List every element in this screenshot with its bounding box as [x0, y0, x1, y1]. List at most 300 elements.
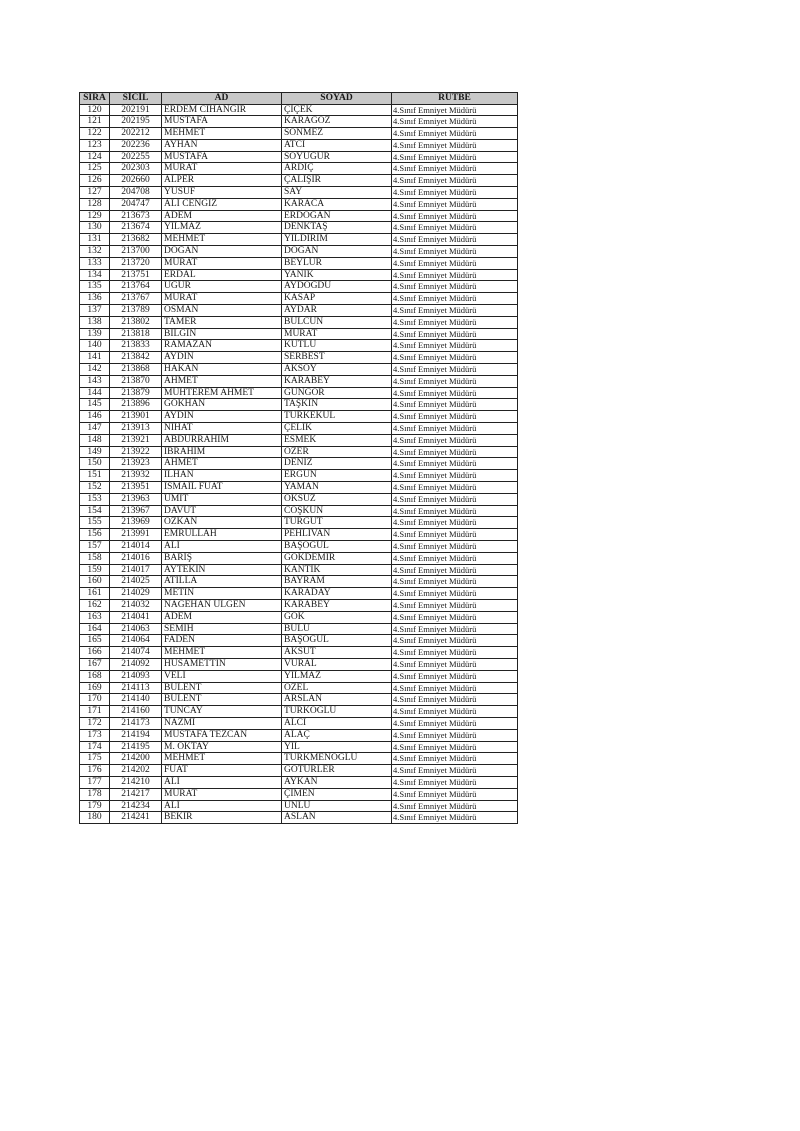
rutbe-cell: 4.Sınıf Emniyet Müdürü — [392, 812, 518, 824]
table-row — [80, 234, 518, 246]
ad-cell: ADEM — [162, 611, 282, 623]
ad-cell: MEHMET — [162, 128, 282, 140]
soyad-cell: YANIK — [282, 269, 392, 281]
sicil-cell: 204747 — [110, 198, 162, 210]
rutbe-cell: 4.Sınıf Emniyet Müdürü — [392, 611, 518, 623]
table-row — [80, 364, 518, 376]
rutbe-cell: 4.Sınıf Emniyet Müdürü — [392, 493, 518, 505]
soyad-cell: AYKAN — [282, 776, 392, 788]
sicil-cell: 204708 — [110, 187, 162, 199]
table-row — [80, 387, 518, 399]
rutbe-cell: 4.Sınıf Emniyet Müdürü — [392, 210, 518, 222]
rutbe-cell: 4.Sınıf Emniyet Müdürü — [392, 104, 518, 116]
rutbe-cell: 4.Sınıf Emniyet Müdürü — [392, 658, 518, 670]
sira-cell: 139 — [80, 328, 110, 340]
ad-cell: ÜMİT — [162, 493, 282, 505]
sira-cell: 175 — [80, 753, 110, 765]
table-row — [80, 576, 518, 588]
soyad-cell: SÖNMEZ — [282, 128, 392, 140]
soyad-cell: GÖKDEMİR — [282, 552, 392, 564]
ad-cell: AYHAN — [162, 139, 282, 151]
sicil-cell: 214029 — [110, 588, 162, 600]
table-row — [80, 434, 518, 446]
table-row — [80, 305, 518, 317]
sicil-cell: 202236 — [110, 139, 162, 151]
table-row — [80, 116, 518, 128]
ad-cell: BEKİR — [162, 812, 282, 824]
ad-cell: DAVUT — [162, 505, 282, 517]
sira-cell: 142 — [80, 364, 110, 376]
sira-cell: 170 — [80, 694, 110, 706]
ad-cell: M. OKTAY — [162, 741, 282, 753]
sicil-cell: 214014 — [110, 540, 162, 552]
sicil-cell: 213751 — [110, 269, 162, 281]
sira-cell: 179 — [80, 800, 110, 812]
rutbe-cell: 4.Sınıf Emniyet Müdürü — [392, 281, 518, 293]
table-row — [80, 163, 518, 175]
ad-cell: OSMAN — [162, 305, 282, 317]
rutbe-cell: 4.Sınıf Emniyet Müdürü — [392, 116, 518, 128]
soyad-cell: BULU — [282, 623, 392, 635]
sicil-cell: 213921 — [110, 434, 162, 446]
rutbe-cell: 4.Sınıf Emniyet Müdürü — [392, 623, 518, 635]
rutbe-cell: 4.Sınıf Emniyet Müdürü — [392, 682, 518, 694]
sira-cell: 165 — [80, 635, 110, 647]
rutbe-cell: 4.Sınıf Emniyet Müdürü — [392, 257, 518, 269]
rutbe-cell: 4.Sınıf Emniyet Müdürü — [392, 151, 518, 163]
soyad-cell: KARABEY — [282, 599, 392, 611]
rutbe-cell: 4.Sınıf Emniyet Müdürü — [392, 552, 518, 564]
sira-cell: 155 — [80, 517, 110, 529]
soyad-cell: AYDOĞDU — [282, 281, 392, 293]
sicil-cell: 214032 — [110, 599, 162, 611]
soyad-cell: DENKTAŞ — [282, 222, 392, 234]
sira-cell: 169 — [80, 682, 110, 694]
rutbe-cell: 4.Sınıf Emniyet Müdürü — [392, 540, 518, 552]
soyad-cell: YIL — [282, 741, 392, 753]
soyad-cell: GÖTÜRLER — [282, 765, 392, 777]
table-row — [80, 788, 518, 800]
sira-cell: 144 — [80, 387, 110, 399]
header-rutbe: RÜTBE — [392, 93, 518, 105]
sicil-cell: 214194 — [110, 729, 162, 741]
table-row — [80, 139, 518, 151]
ad-cell: YILMAZ — [162, 222, 282, 234]
sicil-cell: 213818 — [110, 328, 162, 340]
rutbe-cell: 4.Sınıf Emniyet Müdürü — [392, 776, 518, 788]
soyad-cell: BEYLUR — [282, 257, 392, 269]
soyad-cell: SAY — [282, 187, 392, 199]
table-row — [80, 104, 518, 116]
table-row — [80, 222, 518, 234]
soyad-cell: TURGUT — [282, 517, 392, 529]
sira-cell: 122 — [80, 128, 110, 140]
table-row — [80, 729, 518, 741]
soyad-cell: DENİZ — [282, 458, 392, 470]
soyad-cell: GÜNGÖR — [282, 387, 392, 399]
soyad-cell: KARAGÖZ — [282, 116, 392, 128]
header-soyad: SOYAD — [282, 93, 392, 105]
rutbe-cell: 4.Sınıf Emniyet Müdürü — [392, 529, 518, 541]
sira-cell: 168 — [80, 670, 110, 682]
sira-cell: 157 — [80, 540, 110, 552]
sicil-cell: 213922 — [110, 446, 162, 458]
sicil-cell: 213700 — [110, 246, 162, 258]
soyad-cell: BAŞOĞUL — [282, 635, 392, 647]
table-row — [80, 635, 518, 647]
ad-cell: ABDURRAHİM — [162, 434, 282, 446]
ad-cell: MUHTEREM AHMET — [162, 387, 282, 399]
sira-cell: 138 — [80, 316, 110, 328]
sicil-cell: 214064 — [110, 635, 162, 647]
soyad-cell: ÜNLÜ — [282, 800, 392, 812]
soyad-cell: GÖK — [282, 611, 392, 623]
sira-cell: 123 — [80, 139, 110, 151]
table-row — [80, 446, 518, 458]
sicil-cell: 214140 — [110, 694, 162, 706]
sira-cell: 151 — [80, 470, 110, 482]
ad-cell: MURAT — [162, 163, 282, 175]
sicil-cell: 214016 — [110, 552, 162, 564]
rutbe-cell: 4.Sınıf Emniyet Müdürü — [392, 293, 518, 305]
soyad-cell: YILDIRIM — [282, 234, 392, 246]
ad-cell: AYDIN — [162, 352, 282, 364]
ad-cell: ERDEM CİHANGİR — [162, 104, 282, 116]
rutbe-cell: 4.Sınıf Emniyet Müdürü — [392, 599, 518, 611]
sira-cell: 148 — [80, 434, 110, 446]
table-row — [80, 741, 518, 753]
soyad-cell: ÇİÇEK — [282, 104, 392, 116]
soyad-cell: ÇELİK — [282, 423, 392, 435]
soyad-cell: TAŞKIN — [282, 399, 392, 411]
sicil-cell: 213673 — [110, 210, 162, 222]
table-row — [80, 540, 518, 552]
rutbe-cell: 4.Sınıf Emniyet Müdürü — [392, 198, 518, 210]
ad-cell: AYTEKİN — [162, 564, 282, 576]
sira-cell: 143 — [80, 375, 110, 387]
ad-cell: ATILLA — [162, 576, 282, 588]
sira-cell: 133 — [80, 257, 110, 269]
ad-cell: ÖZKAN — [162, 517, 282, 529]
table-row — [80, 800, 518, 812]
sira-cell: 125 — [80, 163, 110, 175]
sicil-cell: 214210 — [110, 776, 162, 788]
ad-cell: VELİ — [162, 670, 282, 682]
table-row — [80, 293, 518, 305]
ad-cell: BİLGİN — [162, 328, 282, 340]
sicil-cell: 213802 — [110, 316, 162, 328]
sicil-cell: 214202 — [110, 765, 162, 777]
ad-cell: ALPER — [162, 175, 282, 187]
sira-cell: 121 — [80, 116, 110, 128]
table-row — [80, 706, 518, 718]
rutbe-cell: 4.Sınıf Emniyet Müdürü — [392, 269, 518, 281]
sicil-cell: 202660 — [110, 175, 162, 187]
sira-cell: 124 — [80, 151, 110, 163]
table-row — [80, 564, 518, 576]
soyad-cell: KARACA — [282, 198, 392, 210]
sicil-cell: 214217 — [110, 788, 162, 800]
sira-cell: 152 — [80, 482, 110, 494]
ad-cell: BÜLENT — [162, 694, 282, 706]
soyad-cell: ATCI — [282, 139, 392, 151]
rutbe-cell: 4.Sınıf Emniyet Müdürü — [392, 187, 518, 199]
sicil-cell: 214041 — [110, 611, 162, 623]
sicil-cell: 213913 — [110, 423, 162, 435]
sicil-cell: 214160 — [110, 706, 162, 718]
table-row — [80, 717, 518, 729]
ad-cell: MUSTAFA TEZCAN — [162, 729, 282, 741]
table-row — [80, 411, 518, 423]
ad-cell: ALİ — [162, 540, 282, 552]
header-row — [80, 93, 518, 105]
ad-cell: SEMİH — [162, 623, 282, 635]
table-row — [80, 776, 518, 788]
soyad-cell: AYDAR — [282, 305, 392, 317]
rutbe-cell: 4.Sınıf Emniyet Müdürü — [392, 741, 518, 753]
ad-cell: MEHMET — [162, 647, 282, 659]
ad-cell: MUSTAFA — [162, 116, 282, 128]
ad-cell: NAGEHAN ÜLGEN — [162, 599, 282, 611]
ad-cell: ALİ — [162, 776, 282, 788]
sicil-cell: 213896 — [110, 399, 162, 411]
sicil-cell: 202191 — [110, 104, 162, 116]
rutbe-cell: 4.Sınıf Emniyet Müdürü — [392, 411, 518, 423]
sira-cell: 150 — [80, 458, 110, 470]
sira-cell: 140 — [80, 340, 110, 352]
sira-cell: 126 — [80, 175, 110, 187]
soyad-cell: KASAP — [282, 293, 392, 305]
table-row — [80, 128, 518, 140]
rutbe-cell: 4.Sınıf Emniyet Müdürü — [392, 729, 518, 741]
sira-cell: 127 — [80, 187, 110, 199]
table-row — [80, 812, 518, 824]
sicil-cell: 213789 — [110, 305, 162, 317]
header-ad: AD — [162, 93, 282, 105]
sira-cell: 146 — [80, 411, 110, 423]
soyad-cell: ÇALIŞIR — [282, 175, 392, 187]
ad-cell: BARIŞ — [162, 552, 282, 564]
soyad-cell: ERDOĞAN — [282, 210, 392, 222]
rutbe-cell: 4.Sınıf Emniyet Müdürü — [392, 505, 518, 517]
ad-cell: NİHAT — [162, 423, 282, 435]
soyad-cell: COŞKUN — [282, 505, 392, 517]
sicil-cell: 213682 — [110, 234, 162, 246]
rutbe-cell: 4.Sınıf Emniyet Müdürü — [392, 316, 518, 328]
sira-cell: 180 — [80, 812, 110, 824]
soyad-cell: ÇİMEN — [282, 788, 392, 800]
soyad-cell: VURAL — [282, 658, 392, 670]
table-row — [80, 647, 518, 659]
table-row — [80, 623, 518, 635]
soyad-cell: AKSOY — [282, 364, 392, 376]
rutbe-cell: 4.Sınıf Emniyet Müdürü — [392, 434, 518, 446]
table-row — [80, 399, 518, 411]
table-row — [80, 198, 518, 210]
sira-cell: 132 — [80, 246, 110, 258]
soyad-cell: BULCUN — [282, 316, 392, 328]
sicil-cell: 214234 — [110, 800, 162, 812]
rutbe-cell: 4.Sınıf Emniyet Müdürü — [392, 446, 518, 458]
ad-cell: AYDIN — [162, 411, 282, 423]
soyad-cell: TÜRKEKUL — [282, 411, 392, 423]
ad-cell: MURAT — [162, 293, 282, 305]
rutbe-cell: 4.Sınıf Emniyet Müdürü — [392, 482, 518, 494]
rutbe-cell: 4.Sınıf Emniyet Müdürü — [392, 588, 518, 600]
sira-cell: 136 — [80, 293, 110, 305]
sicil-cell: 213720 — [110, 257, 162, 269]
soyad-cell: DOĞAN — [282, 246, 392, 258]
table-row — [80, 694, 518, 706]
sicil-cell: 213767 — [110, 293, 162, 305]
sira-cell: 172 — [80, 717, 110, 729]
ad-cell: FADEN — [162, 635, 282, 647]
sira-cell: 177 — [80, 776, 110, 788]
rutbe-cell: 4.Sınıf Emniyet Müdürü — [392, 635, 518, 647]
ad-cell: ERDAL — [162, 269, 282, 281]
soyad-cell: ÖZEL — [282, 682, 392, 694]
ad-cell: FUAT — [162, 765, 282, 777]
rutbe-cell: 4.Sınıf Emniyet Müdürü — [392, 470, 518, 482]
ad-cell: İSMAİL FUAT — [162, 482, 282, 494]
soyad-cell: ALCI — [282, 717, 392, 729]
rutbe-cell: 4.Sınıf Emniyet Müdürü — [392, 517, 518, 529]
ad-cell: MUSTAFA — [162, 151, 282, 163]
sicil-cell: 202195 — [110, 116, 162, 128]
soyad-cell: ÖKSÜZ — [282, 493, 392, 505]
ad-cell: GÖKHAN — [162, 399, 282, 411]
table-row — [80, 529, 518, 541]
ad-cell: YUSUF — [162, 187, 282, 199]
rutbe-cell: 4.Sınıf Emniyet Müdürü — [392, 670, 518, 682]
sicil-cell: 213764 — [110, 281, 162, 293]
sira-cell: 174 — [80, 741, 110, 753]
ad-cell: ALİ — [162, 800, 282, 812]
ad-cell: TUNCAY — [162, 706, 282, 718]
rutbe-cell: 4.Sınıf Emniyet Müdürü — [392, 175, 518, 187]
ad-cell: MURAT — [162, 788, 282, 800]
soyad-cell: TÜRKOĞLU — [282, 706, 392, 718]
ad-cell: AHMET — [162, 375, 282, 387]
soyad-cell: ASLAN — [282, 812, 392, 824]
table-row — [80, 151, 518, 163]
sicil-cell: 213868 — [110, 364, 162, 376]
rutbe-cell: 4.Sınıf Emniyet Müdürü — [392, 234, 518, 246]
ad-cell: RAMAZAN — [162, 340, 282, 352]
sira-cell: 156 — [80, 529, 110, 541]
sira-cell: 149 — [80, 446, 110, 458]
soyad-cell: AKSÜT — [282, 647, 392, 659]
sicil-cell: 213879 — [110, 387, 162, 399]
ad-cell: UĞUR — [162, 281, 282, 293]
soyad-cell: MURAT — [282, 328, 392, 340]
table-row — [80, 599, 518, 611]
sira-cell: 171 — [80, 706, 110, 718]
table-row — [80, 682, 518, 694]
ad-cell: ADEM — [162, 210, 282, 222]
sira-cell: 173 — [80, 729, 110, 741]
table-row — [80, 210, 518, 222]
soyad-cell: KUTLU — [282, 340, 392, 352]
soyad-cell: YAMAN — [282, 482, 392, 494]
rutbe-cell: 4.Sınıf Emniyet Müdürü — [392, 375, 518, 387]
table-row — [80, 175, 518, 187]
header-sira: SIRA — [80, 93, 110, 105]
table-row — [80, 482, 518, 494]
table-row — [80, 458, 518, 470]
soyad-cell: SOYUĞUR — [282, 151, 392, 163]
soyad-cell: ÖZER — [282, 446, 392, 458]
soyad-cell: ARDIÇ — [282, 163, 392, 175]
soyad-cell: KARABEY — [282, 375, 392, 387]
ad-cell: BÜLENT — [162, 682, 282, 694]
rutbe-cell: 4.Sınıf Emniyet Müdürü — [392, 139, 518, 151]
sicil-cell: 213969 — [110, 517, 162, 529]
sira-cell: 128 — [80, 198, 110, 210]
soyad-cell: YILMAZ — [282, 670, 392, 682]
table-row — [80, 257, 518, 269]
rutbe-cell: 4.Sınıf Emniyet Müdürü — [392, 458, 518, 470]
sira-cell: 137 — [80, 305, 110, 317]
rutbe-cell: 4.Sınıf Emniyet Müdürü — [392, 399, 518, 411]
table-row — [80, 517, 518, 529]
ad-cell: NAZMİ — [162, 717, 282, 729]
sira-cell: 159 — [80, 564, 110, 576]
soyad-cell: KANTIK — [282, 564, 392, 576]
table-row — [80, 187, 518, 199]
sira-cell: 135 — [80, 281, 110, 293]
sicil-cell: 202212 — [110, 128, 162, 140]
sicil-cell: 214074 — [110, 647, 162, 659]
soyad-cell: BAŞOĞUL — [282, 540, 392, 552]
rutbe-cell: 4.Sınıf Emniyet Müdürü — [392, 328, 518, 340]
rutbe-cell: 4.Sınıf Emniyet Müdürü — [392, 340, 518, 352]
table-row — [80, 340, 518, 352]
sicil-cell: 214195 — [110, 741, 162, 753]
table-row — [80, 352, 518, 364]
table-body — [80, 104, 518, 824]
ad-cell: İLHAN — [162, 470, 282, 482]
table-row — [80, 375, 518, 387]
table-row — [80, 246, 518, 258]
sicil-cell: 213963 — [110, 493, 162, 505]
sira-cell: 161 — [80, 588, 110, 600]
rutbe-cell: 4.Sınıf Emniyet Müdürü — [392, 423, 518, 435]
soyad-cell: ALAÇ — [282, 729, 392, 741]
rutbe-cell: 4.Sınıf Emniyet Müdürü — [392, 765, 518, 777]
table-row — [80, 493, 518, 505]
rutbe-cell: 4.Sınıf Emniyet Müdürü — [392, 564, 518, 576]
rutbe-cell: 4.Sınıf Emniyet Müdürü — [392, 800, 518, 812]
table-row — [80, 670, 518, 682]
ad-cell: HÜSAMETTİN — [162, 658, 282, 670]
rutbe-cell: 4.Sınıf Emniyet Müdürü — [392, 706, 518, 718]
rutbe-cell: 4.Sınıf Emniyet Müdürü — [392, 647, 518, 659]
rutbe-cell: 4.Sınıf Emniyet Müdürü — [392, 694, 518, 706]
sicil-cell: 213923 — [110, 458, 162, 470]
sicil-cell: 213833 — [110, 340, 162, 352]
sira-cell: 160 — [80, 576, 110, 588]
sicil-cell: 214113 — [110, 682, 162, 694]
sicil-cell: 213932 — [110, 470, 162, 482]
sira-cell: 145 — [80, 399, 110, 411]
rutbe-cell: 4.Sınıf Emniyet Müdürü — [392, 305, 518, 317]
header-sicil: SİCİL — [110, 93, 162, 105]
rutbe-cell: 4.Sınıf Emniyet Müdürü — [392, 246, 518, 258]
sicil-cell: 202303 — [110, 163, 162, 175]
sicil-cell: 214093 — [110, 670, 162, 682]
rutbe-cell: 4.Sınıf Emniyet Müdürü — [392, 753, 518, 765]
